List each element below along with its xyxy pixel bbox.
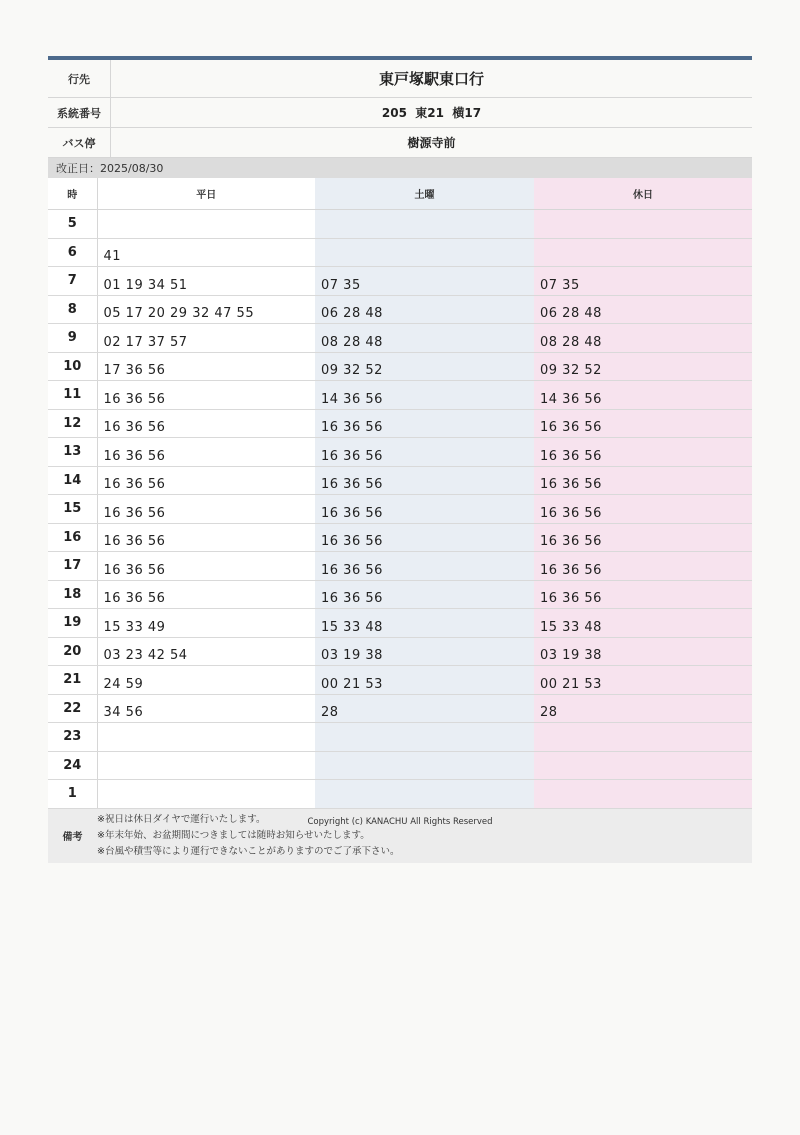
hour-cell: 11 — [48, 381, 97, 410]
holiday-times-cell: 08 28 48 — [534, 324, 752, 353]
hour-cell: 10 — [48, 352, 97, 381]
notes-label: 備考 — [62, 832, 83, 843]
hour-cell: 20 — [48, 637, 97, 666]
hour-cell: 14 — [48, 466, 97, 495]
table-row — [48, 210, 752, 239]
table-row — [48, 723, 752, 752]
saturday-times-cell: 15 33 48 — [315, 609, 534, 638]
stop-label: バス停 — [48, 128, 111, 157]
hour-cell: 13 — [48, 438, 97, 467]
weekday-times-cell: 05 17 20 29 32 47 55 — [97, 295, 315, 324]
saturday-times-cell: 07 35 — [315, 267, 534, 296]
holiday-times-cell: 16 36 56 — [534, 466, 752, 495]
hour-column-header: 時 — [48, 178, 97, 210]
holiday-times-cell: 16 36 56 — [534, 495, 752, 524]
saturday-times-cell: 08 28 48 — [315, 324, 534, 353]
weekday-times-cell: 34 56 — [97, 694, 315, 723]
weekday-times-cell: 16 36 56 — [97, 409, 315, 438]
hour-cell: 1 — [48, 780, 97, 809]
hour-cell: 21 — [48, 666, 97, 695]
saturday-times-cell: 16 36 56 — [315, 495, 534, 524]
weekday-times-cell: 16 36 56 — [97, 580, 315, 609]
holiday-times-cell — [534, 210, 752, 239]
hour-cell: 24 — [48, 751, 97, 780]
weekday-times-cell: 41 — [97, 238, 315, 267]
weekday-times-cell: 24 59 — [97, 666, 315, 695]
weekday-times-cell: 03 23 42 54 — [97, 637, 315, 666]
saturday-times-cell — [315, 780, 534, 809]
weekday-times-cell: 16 36 56 — [97, 552, 315, 581]
hour-cell: 6 — [48, 238, 97, 267]
saturday-times-cell: 14 36 56 — [315, 381, 534, 410]
table-row — [48, 751, 752, 780]
table-row — [48, 666, 752, 695]
holiday-times-cell — [534, 723, 752, 752]
saturday-times-cell: 16 36 56 — [315, 409, 534, 438]
hour-cell: 9 — [48, 324, 97, 353]
saturday-times-cell — [315, 210, 534, 239]
holiday-times-cell: 06 28 48 — [534, 295, 752, 324]
weekday-times-cell — [97, 751, 315, 780]
weekday-column-header: 平日 — [97, 178, 315, 210]
timetable-sheet — [48, 56, 752, 863]
stop-row — [48, 128, 752, 158]
holiday-times-cell: 00 21 53 — [534, 666, 752, 695]
weekday-times-cell: 16 36 56 — [97, 381, 315, 410]
timetable-header-row — [48, 178, 752, 210]
weekday-times-cell — [97, 723, 315, 752]
table-row — [48, 780, 752, 809]
weekday-times-cell — [97, 780, 315, 809]
destination-value: 東戸塚駅東口行 — [378, 70, 484, 88]
table-row — [48, 495, 752, 524]
table-row — [48, 324, 752, 353]
hour-cell: 7 — [48, 267, 97, 296]
route-label: 系統番号 — [48, 98, 111, 127]
saturday-times-cell — [315, 751, 534, 780]
table-row — [48, 409, 752, 438]
note-item: ※台風や積雪等により運行できないことがありますのでご了承下さい。 — [97, 845, 400, 857]
saturday-times-cell — [315, 723, 534, 752]
saturday-times-cell: 03 19 38 — [315, 637, 534, 666]
weekday-times-cell: 16 36 56 — [97, 466, 315, 495]
revised-date: 改正日：2025/08/30 — [48, 158, 752, 178]
weekday-times-cell: 01 19 34 51 — [97, 267, 315, 296]
weekday-times-cell: 16 36 56 — [97, 438, 315, 467]
holiday-times-cell: 16 36 56 — [534, 580, 752, 609]
holiday-times-cell — [534, 751, 752, 780]
table-row — [48, 267, 752, 296]
holiday-times-cell: 07 35 — [534, 267, 752, 296]
holiday-times-cell — [534, 238, 752, 267]
table-row — [48, 523, 752, 552]
holiday-times-cell: 16 36 56 — [534, 409, 752, 438]
table-row — [48, 352, 752, 381]
hour-cell: 5 — [48, 210, 97, 239]
holiday-times-cell: 16 36 56 — [534, 523, 752, 552]
hour-cell: 18 — [48, 580, 97, 609]
weekday-times-cell: 17 36 56 — [97, 352, 315, 381]
hour-cell: 23 — [48, 723, 97, 752]
table-row — [48, 552, 752, 581]
saturday-times-cell: 09 32 52 — [315, 352, 534, 381]
table-row — [48, 580, 752, 609]
table-row — [48, 694, 752, 723]
weekday-times-cell — [97, 210, 315, 239]
weekday-times-cell: 15 33 49 — [97, 609, 315, 638]
saturday-times-cell: 16 36 56 — [315, 580, 534, 609]
hour-cell: 22 — [48, 694, 97, 723]
timetable — [48, 178, 752, 809]
saturday-times-cell: 06 28 48 — [315, 295, 534, 324]
saturday-times-cell: 16 36 56 — [315, 438, 534, 467]
note-item: ※年末年始、お盆期間につきましては随時お知らせいたします。 — [97, 829, 370, 841]
weekday-times-cell: 02 17 37 57 — [97, 324, 315, 353]
stop-value: 樹源寺前 — [407, 136, 456, 150]
holiday-times-cell: 03 19 38 — [534, 637, 752, 666]
weekday-times-cell: 16 36 56 — [97, 523, 315, 552]
hour-cell: 12 — [48, 409, 97, 438]
holiday-times-cell: 14 36 56 — [534, 381, 752, 410]
saturday-times-cell: 16 36 56 — [315, 466, 534, 495]
hour-cell: 17 — [48, 552, 97, 581]
holiday-times-cell: 15 33 48 — [534, 609, 752, 638]
holiday-times-cell — [534, 780, 752, 809]
copyright-text: Copyright (c) KANACHU All Rights Reserved — [307, 817, 493, 827]
note-item: ※祝日は休日ダイヤで運行いたします。 — [97, 813, 266, 825]
hour-cell: 19 — [48, 609, 97, 638]
hour-cell: 16 — [48, 523, 97, 552]
saturday-times-cell: 16 36 56 — [315, 523, 534, 552]
table-row — [48, 637, 752, 666]
saturday-column-header: 土曜 — [315, 178, 534, 210]
weekday-times-cell: 16 36 56 — [97, 495, 315, 524]
table-row — [48, 381, 752, 410]
table-row — [48, 466, 752, 495]
timetable-body — [48, 210, 752, 809]
table-row — [48, 238, 752, 267]
route-row — [48, 98, 752, 128]
destination-row — [48, 60, 752, 98]
route-value: 205 東21 横17 — [381, 106, 482, 120]
destination-label: 行先 — [48, 60, 111, 97]
holiday-column-header: 休日 — [534, 178, 752, 210]
holiday-times-cell: 09 32 52 — [534, 352, 752, 381]
table-row — [48, 438, 752, 467]
saturday-times-cell: 28 — [315, 694, 534, 723]
hour-cell: 8 — [48, 295, 97, 324]
table-row — [48, 609, 752, 638]
saturday-times-cell: 16 36 56 — [315, 552, 534, 581]
saturday-times-cell — [315, 238, 534, 267]
saturday-times-cell: 00 21 53 — [315, 666, 534, 695]
table-row — [48, 295, 752, 324]
holiday-times-cell: 16 36 56 — [534, 438, 752, 467]
holiday-times-cell: 16 36 56 — [534, 552, 752, 581]
holiday-times-cell: 28 — [534, 694, 752, 723]
hour-cell: 15 — [48, 495, 97, 524]
